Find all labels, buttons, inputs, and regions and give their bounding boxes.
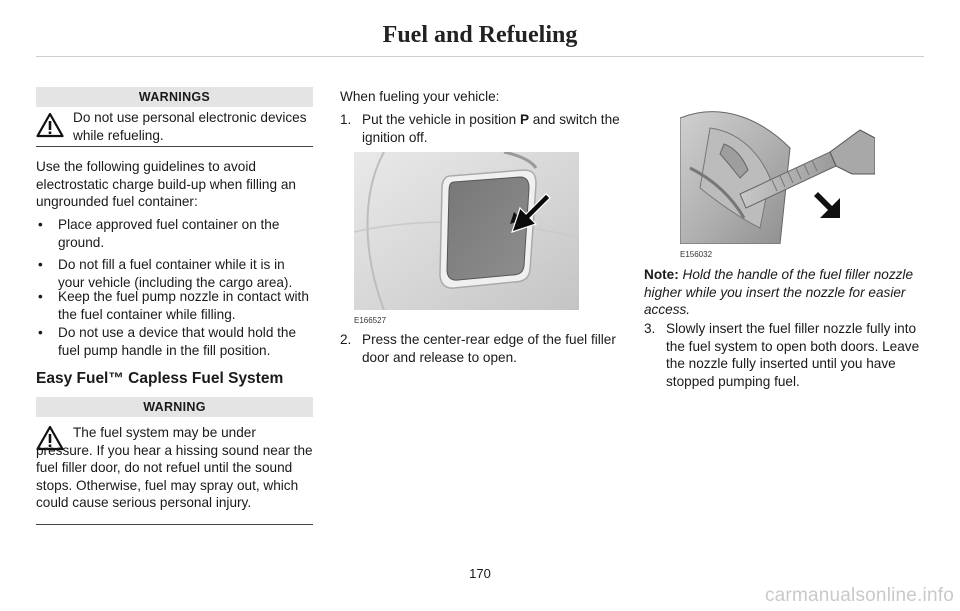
note: Note: Hold the handle of the fuel filler nozzle higher while you insert the nozzle for easier access. <box>644 267 914 317</box>
guidelines-intro: Use the following guidelines to avoid electrostatic charge build-up when filling an ungrounded fuel container: <box>36 159 296 209</box>
section-title: Easy Fuel™ Capless Fuel System <box>36 370 284 387</box>
step-1: 1. Put the vehicle in position P and switch the ignition off. <box>340 112 620 145</box>
warning-text-pressure: The fuel system may be under pressure. If you hear a hissing sound near the fuel filler door, do not refuel until the sound stops. Otherwise, fuel may spray out, which could cause serious personal injury. <box>36 425 313 510</box>
step-3: 3. Slowly insert the fuel filler nozzle fully into the fuel system to open both doors. Leave the nozzle fully inserted until you have stopped pumping fuel. <box>644 321 920 389</box>
figure-code: E156032 <box>680 250 713 259</box>
page-number: 170 <box>469 566 491 581</box>
fuel-nozzle-insertion-illustration <box>680 108 875 244</box>
step-2: 2. Press the center-rear edge of the fuel filler door and release to open. <box>340 332 616 365</box>
warning-divider <box>36 146 313 147</box>
watermark: carmanualsonline.info <box>764 585 954 606</box>
warning-divider <box>36 524 313 525</box>
list-item: • Keep the fuel pump nozzle in contact with the fuel container while filling. <box>38 289 309 322</box>
warnings-heading: WARNINGS <box>36 87 313 107</box>
warning-triangle-icon <box>36 112 64 138</box>
fueling-intro: When fueling your vehicle: <box>340 89 500 104</box>
warning-text-electronics: Do not use personal electronic devices while refueling. <box>73 110 307 143</box>
list-item: • Do not use a device that would hold the fuel pump handle in the fill position. <box>38 325 297 358</box>
fuel-filler-door-illustration <box>354 152 579 310</box>
header-divider <box>36 56 924 57</box>
figure-code: E166527 <box>354 316 387 325</box>
list-item: • Place approved fuel container on the ground. <box>38 217 280 250</box>
list-item: • Do not fill a fuel container while it is in your vehicle (including the cargo area). <box>38 257 293 290</box>
page-title: Fuel and Refueling <box>382 22 578 48</box>
warning-heading: WARNING <box>36 397 313 417</box>
